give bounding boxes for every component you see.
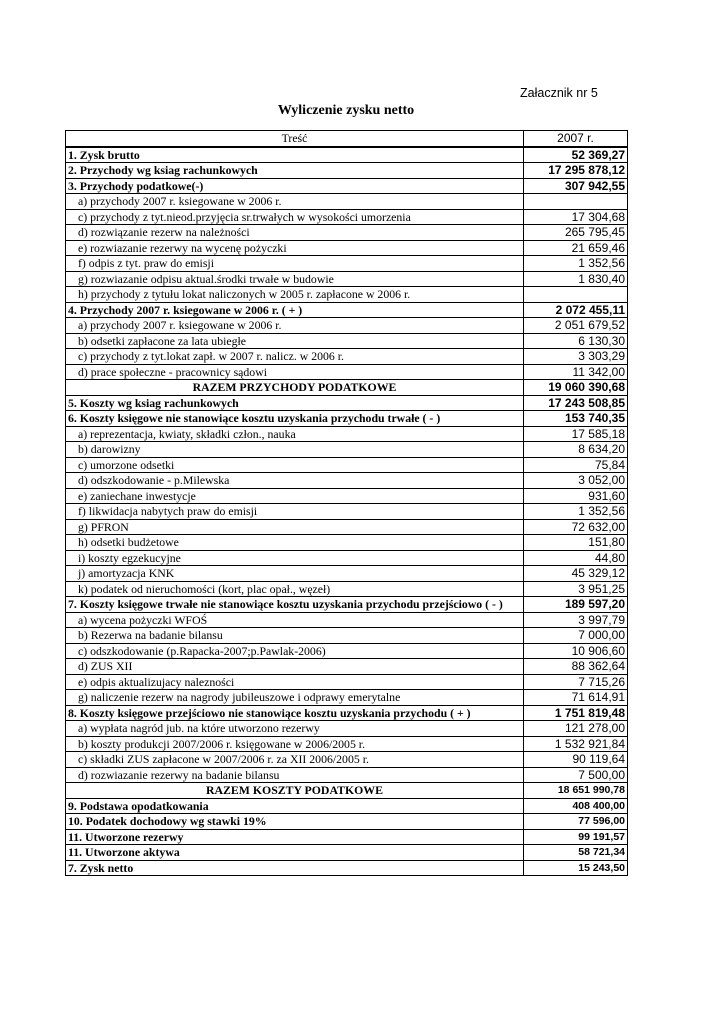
row-label: h) przychody z tytułu lokat naliczonych w 2005 r. zapłacone w 2006 r.	[66, 287, 524, 303]
document-title: Wyliczenie zysku netto	[277, 103, 415, 118]
row-value: 153 740,35	[524, 411, 628, 427]
row-label: a) przychody 2007 r. ksiegowane w 2006 r.	[66, 194, 524, 210]
row-label: 11. Utworzone rezerwy	[66, 829, 524, 845]
table-row	[66, 426, 628, 442]
row-value: 1 830,40	[524, 271, 628, 287]
row-label: d) rozwiazanie rezerwy na badanie bilansu	[66, 767, 524, 783]
table-row	[66, 163, 628, 179]
row-label: b) Rezerwa na badanie bilansu	[66, 628, 524, 644]
row-label: f) odpis z tyt. praw do emisji	[66, 256, 524, 272]
row-value: 6 130,30	[524, 333, 628, 349]
row-value: 58 721,34	[524, 845, 628, 861]
table-row	[66, 705, 628, 721]
row-label: 7. Koszty księgowe trwałe nie stanowiące kosztu uzyskania przychodu przejściowo ( - )	[66, 597, 524, 613]
row-label: 8. Koszty księgowe przejściowo nie stanowiące kosztu uzyskania przychodu ( + )	[66, 705, 524, 721]
row-value: 75,84	[524, 457, 628, 473]
row-label: c) umorzone odsetki	[66, 457, 524, 473]
table-row	[66, 674, 628, 690]
row-label: 5. Koszty wg ksiag rachunkowych	[66, 395, 524, 411]
profit-calculation-table	[65, 130, 628, 876]
table-row	[66, 659, 628, 675]
table-row	[66, 535, 628, 551]
table-row	[66, 302, 628, 318]
row-value: 77 596,00	[524, 814, 628, 830]
row-value: 99 191,57	[524, 829, 628, 845]
table-row	[66, 473, 628, 489]
row-value: 7 000,00	[524, 628, 628, 644]
row-label: 10. Podatek dochodowy wg stawki 19%	[66, 814, 524, 830]
row-value: 3 052,00	[524, 473, 628, 489]
row-label: i) koszty egzekucyjne	[66, 550, 524, 566]
table-row	[66, 643, 628, 659]
table-row	[66, 519, 628, 535]
row-label: 11. Utworzone aktywa	[66, 845, 524, 861]
table-row	[66, 566, 628, 582]
row-value	[524, 287, 628, 303]
row-value: 21 659,46	[524, 240, 628, 256]
row-value: 408 400,00	[524, 798, 628, 814]
row-label: d) odszkodowanie - p.Milewska	[66, 473, 524, 489]
table-row	[66, 783, 628, 799]
table-row	[66, 612, 628, 628]
row-label: c) przychody z tyt.nieod.przyjęcia sr.trwałych w wysokości umorzenia	[66, 209, 524, 225]
table-row	[66, 256, 628, 272]
row-label: 1. Zysk brutto	[66, 147, 524, 163]
row-label: e) rozwiazanie rezerwy na wycenę pożyczki	[66, 240, 524, 256]
row-value: 15 243,50	[524, 860, 628, 876]
row-value: 8 634,20	[524, 442, 628, 458]
table-row	[66, 597, 628, 613]
row-value: 1 532 921,84	[524, 736, 628, 752]
table-row	[66, 628, 628, 644]
row-label: a) reprezentacja, kwiaty, składki człon., nauka	[66, 426, 524, 442]
table-row	[66, 829, 628, 845]
row-label: c) składki ZUS zapłacone w 2007/2006 r. za XII 2006/2005 r.	[66, 752, 524, 768]
table-row	[66, 845, 628, 861]
row-value: 7 500,00	[524, 767, 628, 783]
row-value: 11 342,00	[524, 364, 628, 380]
row-value: 931,60	[524, 488, 628, 504]
row-label: c) przychody z tyt.lokat zapł. w 2007 r. nalicz. w 2006 r.	[66, 349, 524, 365]
table-row	[66, 240, 628, 256]
row-value: 90 119,64	[524, 752, 628, 768]
row-label: 7. Zysk netto	[66, 860, 524, 876]
table-row	[66, 504, 628, 520]
column-header-year: 2007 r.	[524, 131, 628, 147]
row-value: 1 751 819,48	[524, 705, 628, 721]
row-value: 17 295 878,12	[524, 163, 628, 179]
row-value: 307 942,55	[524, 178, 628, 194]
table-row	[66, 550, 628, 566]
table-body	[66, 131, 628, 876]
row-label: b) odsetki zapłacone za lata ubiegłe	[66, 333, 524, 349]
row-value: 88 362,64	[524, 659, 628, 675]
table-row	[66, 178, 628, 194]
row-value: 2 051 679,52	[524, 318, 628, 334]
row-value	[524, 194, 628, 210]
row-label: b) darowizny	[66, 442, 524, 458]
row-label: k) podatek od nieruchomości (kort, plac opał., węzeł)	[66, 581, 524, 597]
table-row	[66, 581, 628, 597]
row-label: c) odszkodowanie (p.Rapacka-2007;p.Pawlak-2006)	[66, 643, 524, 659]
table-row	[66, 380, 628, 396]
row-label: e) zaniechane inwestycje	[66, 488, 524, 504]
row-label: 9. Podstawa opodatkowania	[66, 798, 524, 814]
row-value: 265 795,45	[524, 225, 628, 241]
table-row	[66, 411, 628, 427]
row-label: 4. Przychody 2007 r. ksiegowane w 2006 r. ( + )	[66, 302, 524, 318]
table-row	[66, 442, 628, 458]
row-value: 72 632,00	[524, 519, 628, 535]
row-value: 3 303,29	[524, 349, 628, 365]
table-row	[66, 814, 628, 830]
row-value: 18 651 990,78	[524, 783, 628, 799]
row-value: 189 597,20	[524, 597, 628, 613]
row-label: d) prace społeczne - pracownicy sądowi	[66, 364, 524, 380]
row-value: 1 352,56	[524, 256, 628, 272]
row-label: g) PFRON	[66, 519, 524, 535]
table-row	[66, 798, 628, 814]
row-label: RAZEM PRZYCHODY PODATKOWE	[66, 380, 524, 396]
table-row	[66, 194, 628, 210]
table-row	[66, 287, 628, 303]
row-value: 10 906,60	[524, 643, 628, 659]
table-row	[66, 690, 628, 706]
row-label: RAZEM KOSZTY PODATKOWE	[66, 783, 524, 799]
row-value: 19 060 390,68	[524, 380, 628, 396]
table-row	[66, 225, 628, 241]
table-row	[66, 318, 628, 334]
row-label: b) koszty produkcji 2007/2006 r. księgowane w 2006/2005 r.	[66, 736, 524, 752]
row-value: 17 585,18	[524, 426, 628, 442]
row-value: 17 243 508,85	[524, 395, 628, 411]
row-label: 2. Przychody wg ksiag rachunkowych	[66, 163, 524, 179]
table-header-row	[66, 131, 628, 147]
row-label: a) wycena pożyczki WFOŚ	[66, 612, 524, 628]
row-label: e) odpis aktualizujacy nalezności	[66, 674, 524, 690]
row-label: d) rozwiązanie rezerw na należności	[66, 225, 524, 241]
row-value: 151,80	[524, 535, 628, 551]
column-header-description: Treść	[66, 131, 524, 147]
row-value: 121 278,00	[524, 721, 628, 737]
table-row	[66, 209, 628, 225]
table-row	[66, 736, 628, 752]
row-value: 3 951,25	[524, 581, 628, 597]
table-row	[66, 395, 628, 411]
row-label: 6. Koszty księgowe nie stanowiące kosztu uzyskania przychodu trwałe ( - )	[66, 411, 524, 427]
table-row	[66, 721, 628, 737]
table-row	[66, 457, 628, 473]
table-row	[66, 271, 628, 287]
table-row	[66, 488, 628, 504]
row-label: j) amortyzacja KNK	[66, 566, 524, 582]
row-label: f) likwidacja nabytych praw do emisji	[66, 504, 524, 520]
row-label: g) rozwiazanie odpisu aktual.środki trwałe w budowie	[66, 271, 524, 287]
row-label: d) ZUS XII	[66, 659, 524, 675]
table-row	[66, 767, 628, 783]
row-label: h) odsetki budżetowe	[66, 535, 524, 551]
row-value: 71 614,91	[524, 690, 628, 706]
table-row	[66, 752, 628, 768]
attachment-label: Załacznik nr 5	[520, 86, 598, 100]
row-value: 1 352,56	[524, 504, 628, 520]
row-value: 45 329,12	[524, 566, 628, 582]
table-row	[66, 364, 628, 380]
row-value: 3 997,79	[524, 612, 628, 628]
table-row	[66, 349, 628, 365]
row-label: a) wypłata nagród jub. na które utworzono rezerwy	[66, 721, 524, 737]
row-value: 52 369,27	[524, 147, 628, 163]
row-label: g) naliczenie rezerw na nagrody jubileuszowe i odprawy emerytalne	[66, 690, 524, 706]
row-value: 2 072 455,11	[524, 302, 628, 318]
table-row	[66, 860, 628, 876]
row-value: 7 715,26	[524, 674, 628, 690]
table-row	[66, 147, 628, 163]
row-value: 17 304,68	[524, 209, 628, 225]
row-value: 44,80	[524, 550, 628, 566]
row-label: a) przychody 2007 r. ksiegowane w 2006 r.	[66, 318, 524, 334]
row-label: 3. Przychody podatkowe(-)	[66, 178, 524, 194]
table-row	[66, 333, 628, 349]
